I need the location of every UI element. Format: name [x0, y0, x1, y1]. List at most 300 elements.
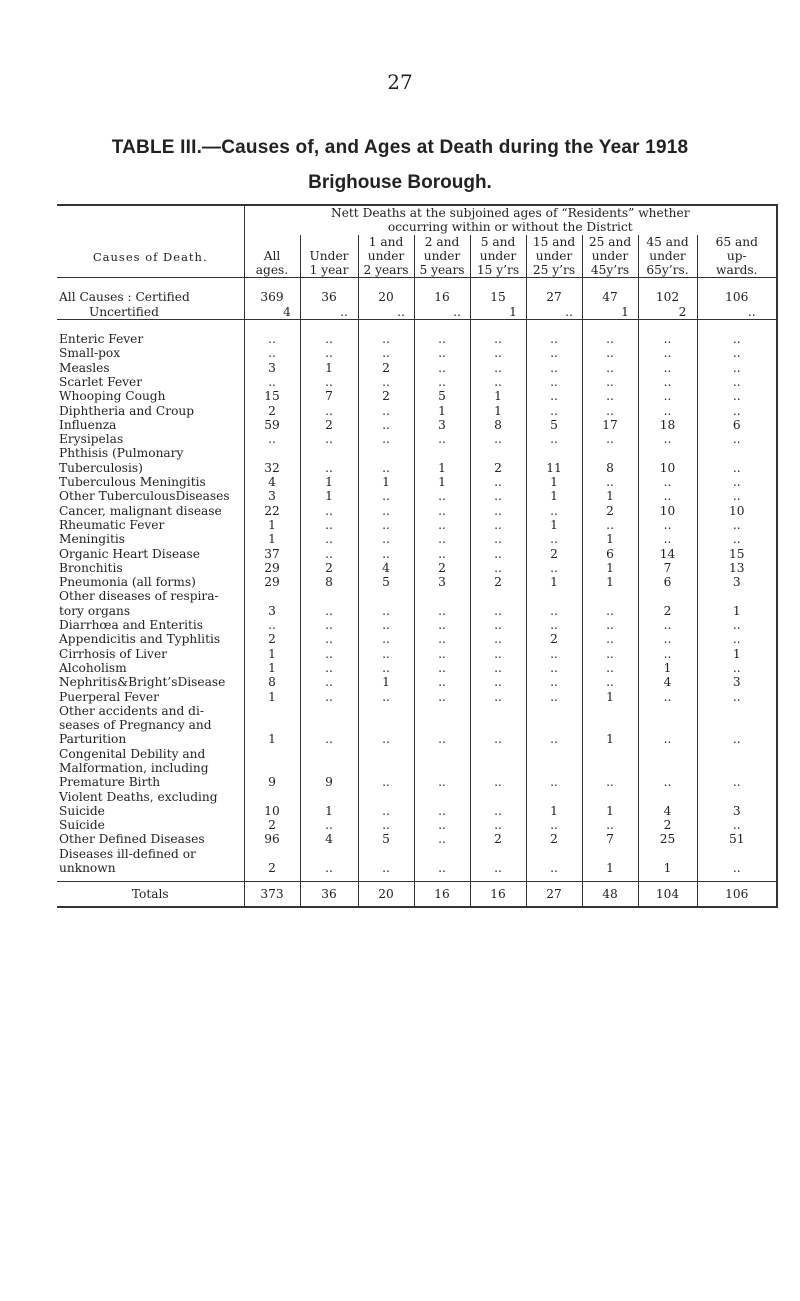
cell-value — [414, 305, 470, 320]
cell-value — [638, 346, 697, 360]
cause-row — [57, 690, 777, 704]
cell-value-text: 1 — [606, 861, 614, 876]
cell-value — [582, 561, 638, 575]
age-column-header — [697, 235, 777, 278]
cell-value — [638, 632, 697, 646]
cell-value — [638, 361, 697, 375]
cell-value — [697, 418, 777, 432]
cell-value-text: .. — [325, 632, 333, 647]
row-label — [57, 432, 244, 446]
row-label-line: Small-pox — [59, 346, 121, 361]
cell-value-text: 1 — [606, 689, 614, 704]
cell-value-text: .. — [494, 560, 502, 575]
cell-value — [638, 589, 697, 618]
cell-value — [358, 647, 414, 661]
cell-value — [526, 832, 582, 846]
cell-value-text: 1 — [382, 675, 390, 690]
row-label — [57, 647, 244, 661]
cell-value-text: .. — [606, 389, 614, 404]
cell-value — [582, 747, 638, 790]
cell-value — [526, 547, 582, 561]
cause-row — [57, 704, 777, 747]
cell-value-text: .. — [550, 818, 558, 833]
cell-value — [470, 446, 526, 475]
cell-value-text: .. — [382, 732, 390, 747]
cell-value-text: .. — [438, 618, 446, 633]
row-label-line: Suicide — [59, 818, 105, 833]
cell-value-text: .. — [732, 517, 741, 532]
cell-value — [300, 346, 358, 360]
cell-value — [638, 418, 697, 432]
cell-value — [697, 790, 777, 819]
cell-value-text: .. — [663, 775, 672, 790]
cell-value-text: .. — [438, 818, 446, 833]
age-column-header-line: 65y’rs. — [646, 263, 689, 278]
cell-value — [470, 589, 526, 618]
cell-value-text: 3 — [438, 417, 446, 432]
cell-value-text: 3 — [732, 575, 741, 590]
cell-value-text: .. — [494, 360, 502, 375]
cell-value-text: .. — [438, 332, 446, 347]
row-label-line: Rheumatic Fever — [59, 517, 165, 532]
cell-value-text: .. — [663, 403, 672, 418]
cell-value-text: 1 — [268, 660, 276, 675]
cell-value — [300, 305, 358, 320]
cell-value-text: 25 — [659, 832, 676, 847]
cell-value-text: .. — [382, 861, 390, 876]
cell-value — [300, 561, 358, 575]
cell-value — [300, 589, 358, 618]
cell-value-text: .. — [663, 332, 672, 347]
cell-value-text: .. — [606, 818, 614, 833]
cell-value — [358, 661, 414, 675]
cell-value-text: .. — [550, 403, 558, 418]
cell-value-text: 10 — [659, 503, 676, 518]
cell-value-text: 51 — [729, 832, 745, 847]
cause-row — [57, 375, 777, 389]
cell-value — [582, 690, 638, 704]
totals-value: 104 — [638, 882, 697, 908]
age-column-header-line: 2 and — [424, 234, 460, 249]
cell-value-text: 1 — [438, 475, 446, 490]
cell-value — [697, 432, 777, 446]
cause-row — [57, 532, 777, 546]
cell-value-text: 1 — [550, 475, 558, 490]
age-column-header-line: under — [535, 248, 573, 263]
cell-value — [300, 404, 358, 418]
cell-value — [244, 747, 300, 790]
cause-row — [57, 446, 777, 475]
cause-row — [57, 518, 777, 532]
cell-value — [526, 647, 582, 661]
cell-value-text: .. — [494, 546, 502, 561]
cell-value — [697, 704, 777, 747]
row-label — [57, 589, 244, 618]
row-label — [57, 446, 244, 475]
age-column-header-line: 2 years — [363, 263, 409, 278]
cell-value-text: .. — [382, 503, 390, 518]
cell-value — [582, 532, 638, 546]
cell-value — [470, 690, 526, 704]
cell-value-text: .. — [325, 646, 333, 661]
cell-value — [414, 518, 470, 532]
cell-value-text: 37 — [264, 546, 280, 561]
cell-value-text: 7 — [606, 832, 614, 847]
row-label-line: seases of Pregnancy and — [59, 718, 212, 733]
cell-value-text: 2 — [382, 360, 390, 375]
cell-value — [414, 632, 470, 646]
cell-value — [638, 547, 697, 561]
cell-value — [470, 561, 526, 575]
cell-value — [300, 790, 358, 819]
cell-value — [526, 504, 582, 518]
nett-deaths-line-1: Nett Deaths at the subjoined ages of “Residents” whether — [331, 206, 690, 220]
cell-value-text: 1 — [494, 403, 502, 418]
cell-value — [582, 618, 638, 632]
cell-value — [244, 375, 300, 389]
cell-value — [582, 832, 638, 846]
cell-value-text: .. — [732, 346, 741, 361]
row-label-line: Other accidents and di- — [59, 703, 204, 718]
cell-value-text: .. — [438, 689, 446, 704]
row-label — [57, 618, 244, 632]
cell-value-text: .. — [606, 646, 614, 661]
cell-value-text: .. — [494, 660, 502, 675]
cell-value — [358, 446, 414, 475]
cell-value — [358, 547, 414, 561]
cell-value-text: .. — [550, 374, 558, 389]
row-label-line: Other TuberculousDiseases — [59, 489, 230, 504]
cell-value — [526, 632, 582, 646]
cell-value-text: .. — [732, 861, 741, 876]
row-label-line: Diphtheria and Croup — [59, 403, 195, 418]
cell-value-text: .. — [382, 532, 390, 547]
cell-value-text: .. — [382, 332, 390, 347]
age-column-header — [414, 235, 470, 278]
row-label-line: Congenital Debility and — [59, 746, 206, 761]
cell-value-text: .. — [732, 489, 741, 504]
cell-value — [300, 547, 358, 561]
cell-value — [582, 389, 638, 403]
cell-value-text: .. — [606, 517, 614, 532]
row-label — [57, 690, 244, 704]
cause-row — [57, 818, 777, 832]
age-column-header — [358, 235, 414, 278]
row-label-line: Alcoholism — [59, 660, 127, 675]
cell-value — [470, 518, 526, 532]
cell-value — [526, 418, 582, 432]
cell-value — [244, 346, 300, 360]
cell-value-text: .. — [732, 389, 741, 404]
cell-value-text: .. — [550, 861, 558, 876]
cell-value-text: .. — [732, 689, 741, 704]
cell-value-text: .. — [382, 517, 390, 532]
cell-value — [414, 790, 470, 819]
cell-value-text: .. — [550, 660, 558, 675]
cell-value-text: .. — [325, 346, 333, 361]
cell-value-text: .. — [494, 332, 502, 347]
cell-value — [244, 361, 300, 375]
cell-value-text: .. — [340, 304, 348, 319]
cell-value — [414, 832, 470, 846]
row-label — [57, 389, 244, 403]
cell-value — [582, 518, 638, 532]
cell-value — [244, 475, 300, 489]
cell-value — [470, 290, 526, 304]
cell-value-text: 2 — [550, 832, 558, 847]
cell-value-text: .. — [732, 332, 741, 347]
row-label-line: Other diseases of respira- — [59, 589, 219, 604]
row-label — [57, 632, 244, 646]
cell-value-text: 1 — [606, 489, 614, 504]
cell-value — [582, 847, 638, 876]
cell-value-text: 102 — [655, 290, 680, 305]
cell-value-text: .. — [382, 603, 390, 618]
cell-value — [526, 818, 582, 832]
row-label — [57, 518, 244, 532]
cell-value-text: .. — [565, 304, 573, 319]
cell-value-text: 1 — [606, 532, 614, 547]
cell-value — [582, 661, 638, 675]
cell-value-text: 29 — [264, 560, 280, 575]
cell-value — [470, 847, 526, 876]
age-column-header-line: 45 and — [646, 234, 689, 249]
cell-value-text: 2 — [268, 861, 276, 876]
cell-value — [470, 432, 526, 446]
cell-value-text: 1 — [325, 475, 333, 490]
cell-value — [414, 446, 470, 475]
cell-value — [638, 661, 697, 675]
cell-value — [358, 518, 414, 532]
cell-value — [358, 361, 414, 375]
cell-value — [414, 361, 470, 375]
age-column-header-line: 1 year — [309, 262, 349, 277]
cell-value-text: .. — [606, 632, 614, 647]
cell-value-text: .. — [606, 660, 614, 675]
age-column-header-line: 25 and — [588, 234, 632, 249]
cause-row — [57, 332, 777, 346]
cell-value — [414, 704, 470, 747]
row-label-line: Organic Heart Disease — [59, 546, 200, 561]
cell-value — [358, 704, 414, 747]
cause-row — [57, 675, 777, 689]
cell-value — [358, 847, 414, 876]
cell-value — [244, 389, 300, 403]
cell-value-text: .. — [325, 675, 333, 690]
cell-value-text: .. — [382, 646, 390, 661]
cell-value — [638, 818, 697, 832]
cell-value-text: .. — [494, 346, 502, 361]
cell-value — [414, 375, 470, 389]
cell-value — [526, 305, 582, 320]
cell-value — [300, 675, 358, 689]
age-column-header-line: Under — [309, 248, 349, 263]
row-label-line: Erysipelas — [59, 432, 124, 447]
cell-value-text: .. — [606, 618, 614, 633]
cell-value — [244, 561, 300, 575]
cell-value — [526, 389, 582, 403]
age-column-header-line: up- — [726, 248, 747, 263]
age-column-header-line: All — [263, 248, 281, 263]
cell-value-text: 1 — [606, 575, 614, 590]
cell-value — [358, 675, 414, 689]
cell-value-text: .. — [494, 475, 502, 490]
cell-value-text: 2 — [268, 632, 276, 647]
cell-value — [244, 332, 300, 346]
cell-value — [582, 346, 638, 360]
cell-value-text: 15 — [729, 546, 745, 561]
row-label-line: Whooping Cough — [59, 389, 166, 404]
cell-value-text: .. — [606, 360, 614, 375]
cell-value — [697, 847, 777, 876]
cell-value — [582, 575, 638, 589]
cell-value-text: .. — [606, 332, 614, 347]
cell-value — [697, 290, 777, 304]
cell-value-text: 5 — [438, 389, 446, 404]
cell-value-text: .. — [325, 532, 333, 547]
cell-value-text: .. — [325, 503, 333, 518]
cell-value-text: 3 — [268, 360, 276, 375]
cell-value-text: .. — [438, 489, 446, 504]
cell-value-text: 1 — [438, 403, 446, 418]
cell-value — [414, 290, 470, 304]
cell-value — [300, 375, 358, 389]
cell-value — [470, 632, 526, 646]
cell-value — [358, 575, 414, 589]
cell-value — [470, 375, 526, 389]
cell-value-text: .. — [325, 403, 333, 418]
cell-value-text: 2 — [325, 560, 333, 575]
age-column-header — [300, 235, 358, 278]
cell-value — [244, 290, 300, 304]
cell-value — [414, 489, 470, 503]
cell-value — [300, 690, 358, 704]
cell-value-text: .. — [325, 546, 333, 561]
cell-value-text: .. — [438, 517, 446, 532]
cell-value — [358, 589, 414, 618]
cause-row — [57, 346, 777, 360]
row-label — [57, 575, 244, 589]
cell-value-text: 7 — [663, 560, 672, 575]
row-label — [57, 418, 244, 432]
row-label-line: unknown — [59, 861, 116, 876]
cell-value — [697, 389, 777, 403]
cell-value-text: 32 — [264, 460, 280, 475]
cell-value-text: .. — [382, 660, 390, 675]
cell-value — [582, 475, 638, 489]
cell-value-text: .. — [550, 389, 558, 404]
cell-value — [470, 305, 526, 320]
cause-row — [57, 361, 777, 375]
cell-value-text: 1 — [606, 732, 614, 747]
cell-value-text: .. — [382, 546, 390, 561]
age-column-header-line: 5 years — [419, 263, 465, 278]
cell-value-text: .. — [550, 346, 558, 361]
cell-value-text: .. — [438, 346, 446, 361]
cell-value — [358, 305, 414, 320]
cell-value — [526, 532, 582, 546]
cell-value-text: .. — [382, 460, 390, 475]
row-label — [57, 661, 244, 675]
cell-value-text: 20 — [378, 290, 394, 305]
cell-value — [697, 632, 777, 646]
cell-value-text: 1 — [509, 304, 517, 319]
cell-value — [244, 418, 300, 432]
cell-value-text: .. — [663, 517, 672, 532]
totals-value: 20 — [358, 882, 414, 908]
cell-value-text: .. — [494, 803, 502, 818]
cell-value-text: .. — [382, 818, 390, 833]
cell-value — [300, 432, 358, 446]
cell-value-text: 4 — [283, 304, 291, 319]
cell-value — [582, 432, 638, 446]
row-label-line: Tuberculous Meningitis — [59, 475, 206, 490]
page-number: 27 — [387, 70, 413, 94]
cell-value — [300, 618, 358, 632]
cell-value-text: 1 — [325, 360, 333, 375]
cell-value — [300, 475, 358, 489]
cell-value — [244, 632, 300, 646]
row-label-line: Tuberculosis) — [59, 460, 143, 475]
cell-value — [414, 346, 470, 360]
cell-value-text: 2 — [663, 603, 672, 618]
row-label — [57, 404, 244, 418]
cause-row — [57, 404, 777, 418]
row-label — [57, 704, 244, 747]
cell-value — [358, 418, 414, 432]
cell-value-text: 4 — [325, 832, 333, 847]
cell-value — [697, 375, 777, 389]
age-column-header-line: under — [479, 248, 517, 263]
cause-row — [57, 475, 777, 489]
cell-value-text: 1 — [550, 803, 558, 818]
cell-value — [414, 675, 470, 689]
cell-value-text: 4 — [268, 475, 276, 490]
cell-value — [638, 489, 697, 503]
cell-value — [582, 675, 638, 689]
cell-value-text: 18 — [659, 417, 676, 432]
cell-value — [470, 504, 526, 518]
row-label-line: tory organs — [59, 603, 131, 618]
cell-value — [638, 504, 697, 518]
cell-value-text: 2 — [494, 832, 502, 847]
row-label-line: Other Defined Diseases — [59, 832, 205, 847]
cell-value-text: .. — [606, 675, 614, 690]
cell-value-text: .. — [663, 689, 672, 704]
cell-value-text: .. — [663, 360, 672, 375]
row-label-line: Nephritis&Bright’sDisease — [59, 675, 226, 690]
cell-value — [526, 661, 582, 675]
cell-value — [358, 832, 414, 846]
cell-value — [470, 818, 526, 832]
cell-value — [470, 661, 526, 675]
cell-value-text: .. — [494, 675, 502, 690]
cell-value — [470, 704, 526, 747]
cell-value-text: .. — [325, 732, 333, 747]
cell-value-text: .. — [550, 646, 558, 661]
cell-value-text: .. — [606, 475, 614, 490]
cell-value-text: .. — [494, 632, 502, 647]
row-label — [57, 489, 244, 503]
cell-value — [638, 690, 697, 704]
cell-value — [526, 290, 582, 304]
cell-value-text: 2 — [494, 575, 502, 590]
cell-value — [244, 661, 300, 675]
cell-value — [358, 690, 414, 704]
cell-value — [244, 575, 300, 589]
cell-value-text: 1 — [268, 732, 276, 747]
cell-value-text: .. — [268, 346, 276, 361]
